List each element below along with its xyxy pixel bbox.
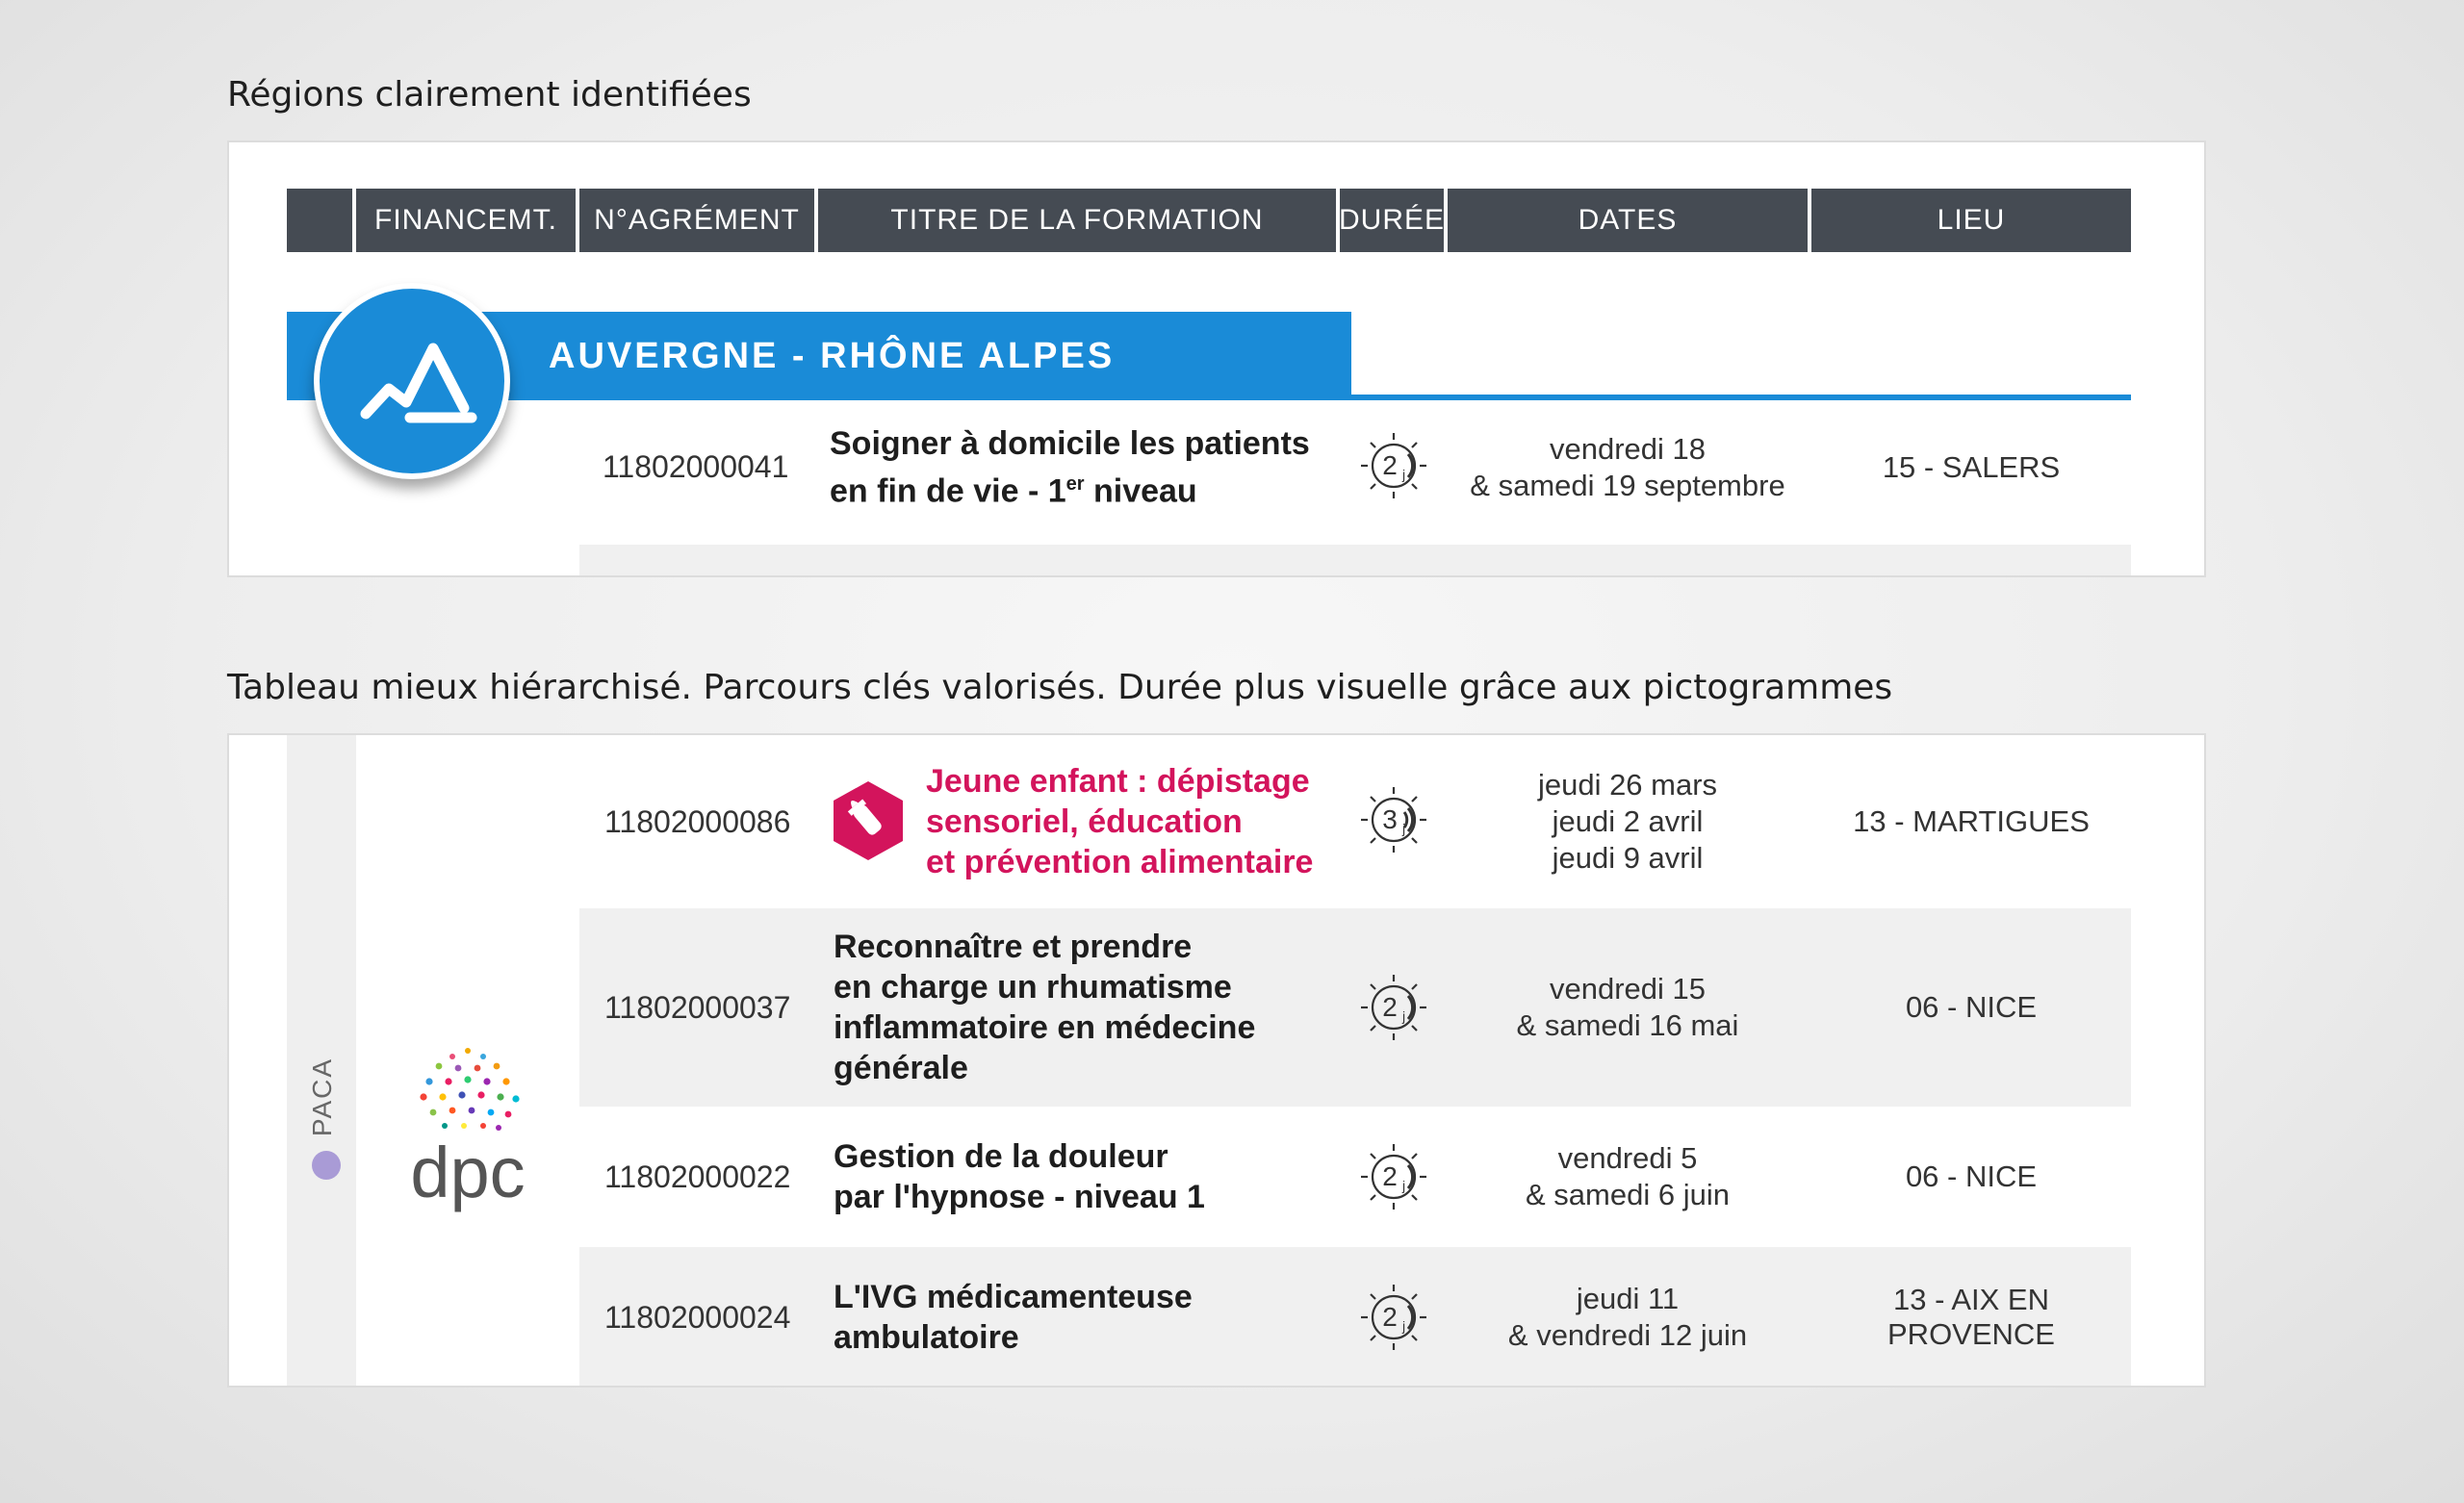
header-dates: DATES: [1448, 189, 1808, 252]
row-lieu: 06 - NICE: [1905, 1159, 2038, 1193]
row-dates: [1448, 745, 1808, 899]
date-line2: & samedi 19 septembre: [1470, 469, 1785, 502]
region-title-auvergne: AUVERGNE - RHÔNE ALPES: [549, 335, 1116, 376]
date-line: vendredi 15: [1549, 972, 1706, 1006]
duration-unit: j: [1402, 821, 1406, 836]
date-line: & samedi 16 mai: [1516, 1008, 1739, 1042]
date-line1: vendredi 18: [1549, 432, 1706, 466]
row-lieu: 13 - MARTIGUES: [1853, 804, 2090, 838]
row-dates: [1448, 429, 1808, 506]
duration-unit: j: [1402, 1178, 1406, 1193]
header-titre: TITRE DE LA FORMATION: [818, 189, 1336, 252]
duration-unit: j: [1402, 1008, 1406, 1024]
row-title-line2-text: en fin de vie - 1: [830, 472, 1066, 510]
dpc-logo: [391, 1041, 545, 1224]
row-agrement: 11802000086: [604, 803, 791, 839]
row-dates: [1448, 1247, 1808, 1388]
row-title-line2: [830, 464, 1197, 511]
row-agrement: 11802000024: [604, 1299, 791, 1335]
row-title: [834, 908, 1255, 1107]
region-dot: [312, 1151, 341, 1180]
row-title: [830, 425, 1310, 510]
date-line: vendredi 5: [1557, 1141, 1698, 1175]
row-dates: [1448, 1107, 1808, 1247]
title-line: en charge un rhumatisme: [834, 969, 1232, 1006]
date-line: jeudi 2 avril: [1552, 804, 1704, 838]
duration-icon: [1355, 427, 1432, 504]
region-logo: [314, 283, 510, 479]
duration-icon: [1355, 969, 1432, 1046]
next-row-stub: [579, 545, 2131, 577]
duration-number: 2: [1382, 1302, 1398, 1332]
baby-bottle-icon: [830, 779, 907, 862]
panel-auvergne: [227, 140, 2206, 577]
duration-icon: [1355, 781, 1432, 858]
date-line: & samedi 6 juin: [1526, 1178, 1730, 1211]
row-title-sup: er: [1065, 473, 1085, 496]
row-agrement: 11802000022: [604, 1159, 791, 1194]
duration-icon: [1355, 1279, 1432, 1356]
header-duree: DURÉE: [1340, 189, 1444, 252]
row-title-line2-end: niveau: [1084, 472, 1197, 510]
title-line: L'IVG médicamenteuse: [834, 1279, 1193, 1315]
row-title: [834, 1247, 1193, 1388]
date-line: & vendredi 12 juin: [1507, 1318, 1748, 1352]
row-dates: [1448, 908, 1808, 1107]
dpc-dots: [420, 1048, 519, 1131]
duration-unit: j: [1402, 467, 1406, 482]
title-line: Gestion de la douleur: [834, 1138, 1168, 1175]
row-title: [834, 1107, 1205, 1247]
header-lieu: LIEU: [1811, 189, 2131, 252]
title-line: et prévention alimentaire: [926, 844, 1314, 880]
title-line: inflammatoire en médecine: [834, 1009, 1256, 1046]
header-financement: FINANCEMT.: [356, 189, 576, 252]
mountain-logo-icon: [320, 289, 504, 473]
region-label-paca: PACA: [307, 1057, 337, 1137]
panel-paca: [227, 733, 2206, 1388]
row-agrement: 11802000037: [604, 989, 791, 1025]
dpc-logo-text: dpc: [410, 1133, 526, 1212]
caption-top: Régions clairement identifiées: [227, 75, 752, 115]
title-line: sensoriel, éducation: [926, 803, 1243, 840]
row-title-line1: Soigner à domicile les patients: [830, 425, 1310, 463]
duration-icon: [1355, 1138, 1432, 1215]
title-line: par l'hypnose - niveau 1: [834, 1179, 1205, 1215]
row-title-highlight: [926, 745, 1313, 899]
row-lieu: 06 - NICE: [1905, 990, 2038, 1024]
header-agrement: N°AGRÉMENT: [579, 189, 814, 252]
row-agrement: 11802000041: [603, 448, 789, 484]
row-lieu: 13 - AIX EN PROVENCE: [1887, 1283, 2055, 1351]
date-line: jeudi 9 avril: [1552, 841, 1704, 875]
title-line: Reconnaître et prendre: [834, 929, 1193, 965]
row-lieu: 15 - SALERS: [1882, 450, 2061, 484]
duration-number: 3: [1382, 804, 1398, 834]
header-blank: [287, 189, 352, 252]
date-line: jeudi 11: [1576, 1282, 1680, 1315]
duration-number: 2: [1382, 992, 1398, 1022]
duration-unit: j: [1402, 1318, 1406, 1334]
title-line: générale: [834, 1050, 968, 1086]
region-band-line: [287, 395, 2131, 400]
title-line: ambulatoire: [834, 1319, 1019, 1356]
duration-number: 2: [1382, 450, 1398, 480]
caption-bottom: Tableau mieux hiérarchisé. Parcours clés valorisés. Durée plus visuelle grâce aux pictogrammes: [227, 668, 1893, 707]
title-line: Jeune enfant : dépistage: [926, 763, 1310, 800]
duration-number: 2: [1382, 1161, 1398, 1191]
date-line: jeudi 26 mars: [1537, 768, 1718, 802]
